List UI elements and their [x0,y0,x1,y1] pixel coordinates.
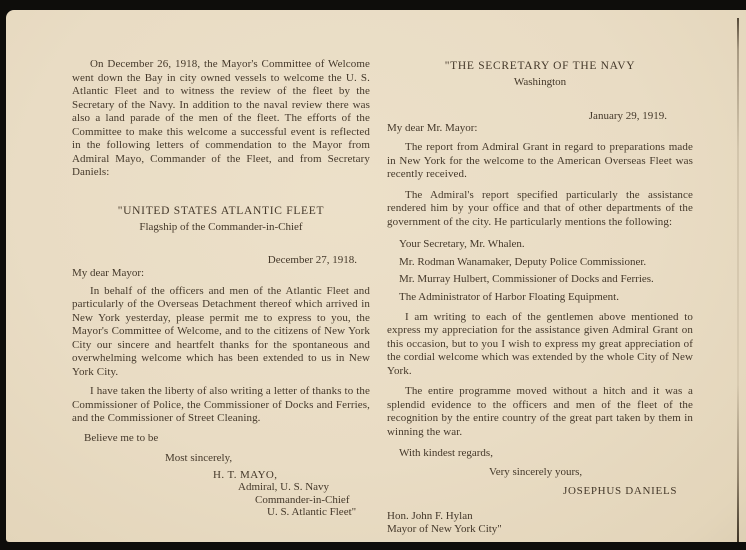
right-letter-column [387,58,693,535]
list-item: Mr. Rodman Wanamaker, Deputy Police Commissioner. [399,255,647,268]
left-letter-valediction-intro: Believe me to be [84,431,159,444]
right-letter-paragraph: The entire programme moved without a hitch and it was a splendid evidence to the officers and men of the fleet of the recognition by the entire country of the great part taken by them in winning the war. [387,385,693,438]
list-item: The Administrator of Harbor Floating Equipment. [399,290,619,303]
left-letter-column [72,58,370,535]
left-letter-signature-block [72,469,370,519]
signature-title-line: U. S. Atlantic Fleet" [267,506,357,518]
addressee-line: Mayor of New York City" [387,522,502,535]
left-letter-heading: "UNITED STATES ATLANTIC FLEET [117,204,325,217]
list-item: Mr. Murray Hulbert, Commissioner of Docks and Ferries. [399,273,654,285]
right-letter-date: January 29, 1919. [588,110,667,122]
right-letter-paragraph: The report from Admiral Grant in regard to preparations made in New York for the welcome to the American Overseas Fleet was recently received. [387,141,693,180]
page-edge-fold-line [737,18,739,542]
right-letter-heading: "THE SECRETARY OF THE NAVY [444,60,636,72]
right-letter-subheading: Washington [513,76,567,88]
signature-name: H. T. MAYO, [213,468,278,481]
signature-name: JOSEPHUS DANIELS [563,485,678,497]
left-letter-salutation: My dear Mayor: [72,266,145,279]
addressee-block [387,510,693,535]
right-letter-valediction: Very sincerely yours, [489,466,583,478]
right-letter-salutation: My dear Mr. Mayor: [387,122,478,134]
signature-title-line: Commander-in-Chief [255,493,350,506]
book-page [6,10,746,542]
left-letter-paragraph: I have taken the liberty of also writing a letter of thanks to the Commissioner of Police, the Commissioner of Docks and Ferries, and the Commissioner of Street Cleaning. [72,385,370,424]
intro-paragraph: On December 26, 1918, the Mayor's Committee of Welcome went down the Bay in city owned vessels to welcome the U. S. Atlantic Fleet and to witness the review of the fleet by the Secretary of the Navy. In addition to the naval review there was also a land parade of the men of the fleet. The efforts of the Committee to make this welcome a successful event is reflected in the following letters of commendation to the Mayor from Admiral Mayo, Commander of the Fleet, and from Secretary Daniels: [72,58,370,178]
two-column-layout [6,10,746,535]
signature-title-line: Admiral, U. S. Navy [238,481,330,493]
addressee-line: Hon. John F. Hylan [387,510,473,522]
mentioned-officials-list [387,238,693,304]
left-letter-paragraph: In behalf of the officers and men of the Atlantic Fleet and particularly of the Overseas Detachment thereof which arrived in New York yesterday, please permit me to express to you, the Mayor's Committee of Welcome, and to the citizens of New York City our sincere and heartfelt thanks for the spontaneous and overwhelming welcome which has been extended to us in New York City. [72,284,370,378]
list-item: Your Secretary, Mr. Whalen. [399,238,525,250]
right-letter-paragraph: I am writing to each of the gentlemen above mentioned to express my appreciation for the assistance given Admiral Grant on this occasion, but to you I wish to express my great appreciation of the cordial welcome which was extended by the whole City of New York. [387,310,693,377]
left-letter-subheading: Flagship of the Commander-in-Chief [139,220,303,233]
right-letter-paragraph: The Admiral's report specified particularly the assistance rendered him by your office and that of other departments of the government of the city. He particularly mentions the following: [387,188,693,228]
right-letter-closing: With kindest regards, [399,447,493,459]
left-letter-valediction: Most sincerely, [165,451,233,464]
left-letter-date: December 27, 1918. [267,253,357,266]
